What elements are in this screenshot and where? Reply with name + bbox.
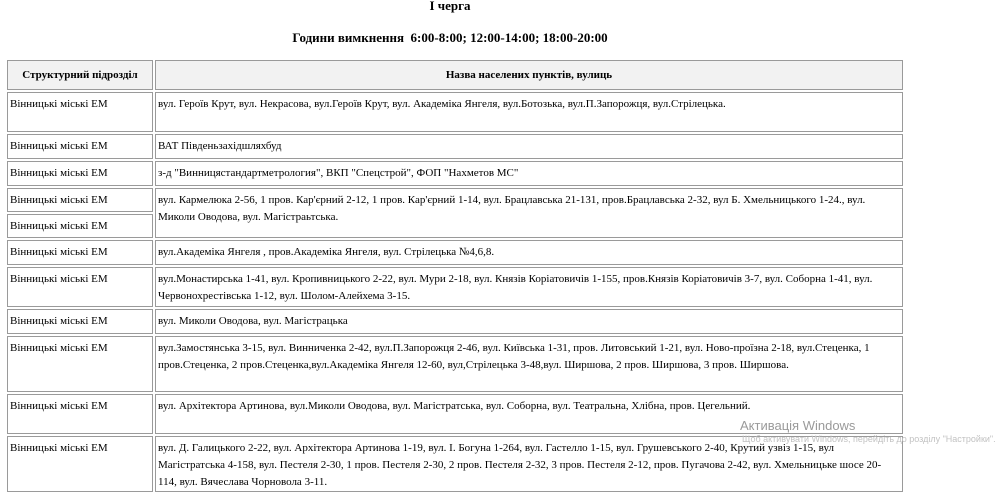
unit-cell: Вінницькі міські ЕМ — [7, 134, 153, 159]
unit-cell: Вінницькі міські ЕМ — [7, 92, 153, 132]
unit-cell: Вінницькі міські ЕМ — [7, 161, 153, 186]
streets-cell: вул.Монастирська 1-41, вул. Кропивницького 2-22, вул. Мури 2-18, вул. Князів Коріатовичів 1-155, пров.Князів Коріатовичів 3-7, вул. Соборна 1-41, вул. Червонохрестівська 1-12, вул. Шолом-Алейхема 3-15. — [155, 267, 903, 307]
hours-value: 6:00-8:00; 12:00-14:00; 18:00-20:00 — [410, 30, 608, 45]
table-row — [7, 336, 903, 392]
streets-cell: вул. Д. Галицького 2-22, вул. Архітектора Артинова 1-19, вул. І. Богуна 1-264, вул. Гастелло 1-15, вул. Грушевського 2-40, Крутий узвіз 1-15, вул Магістратська 4-158, вул. Пестеля 2-30, 1 пров. Пестеля 2-30, 2 пров. Пестеля 2-32, 3 пров. Пестеля 2-12, пров. Пугачова 2-42, вул. Хмельницьке шосе 20-114, вул. Вячеслава Чорновола 3-11. — [155, 436, 903, 492]
column-header-unit: Структурний підрозділ — [7, 60, 153, 90]
unit-cell: Вінницькі міські ЕМ — [7, 214, 153, 238]
table-row — [7, 240, 903, 265]
table-row — [7, 267, 903, 307]
table-row — [7, 134, 903, 159]
windows-activation-title: Активація Windows — [740, 418, 856, 433]
unit-cell: Вінницькі міські ЕМ — [7, 436, 153, 492]
unit-cell: Вінницькі міські ЕМ — [7, 309, 153, 334]
unit-cell: Вінницькі міські ЕМ — [7, 394, 153, 434]
streets-cell: ВАТ Південьзахідшляхбуд — [155, 134, 903, 159]
page-title: І черга — [429, 0, 471, 13]
table-row — [7, 309, 903, 334]
table-row — [7, 92, 903, 132]
streets-cell: вул. Героїв Крут, вул. Некрасова, вул.Героїв Крут, вул. Академіка Янгеля, вул.Ботозька, вул.П.Запорожця, вул.Стрілецька. — [155, 92, 903, 132]
streets-cell: вул. Миколи Оводова, вул. Магістрацька — [155, 309, 903, 334]
unit-cell: Вінницькі міські ЕМ — [7, 336, 153, 392]
streets-cell: вул. Архітектора Артинова, вул.Миколи Оводова, вул. Магістратська, вул. Соборна, вул. Театральна, Хлібна, пров. Цегельний. — [155, 394, 903, 434]
column-header-streets: Назва населених пунктів, вулиць — [155, 60, 903, 90]
streets-cell: вул. Кармелюка 2-56, 1 пров. Кар'єрний 2-12, 1 пров. Кар'єрний 1-14, вул. Брацлавська 21-131, пров.Брацлавська 2-32, вул Б. Хмельницького 1-24., вул. Миколи Оводова, вул. Магістраьтська. — [155, 188, 903, 238]
streets-cell: вул.Замостянська 3-15, вул. Винниченка 2-42, вул.П.Запорожця 2-46, вул. Київська 1-31, пров. Литовський 1-21, вул. Ново-проїзна 2-18, вул.Стеценка, 1 пров.Стеценка, 2 пров.Стеценка,вул.Академіка Янгеля 12-60, вул,Стрілецька 3-48,вул. Ширшова, 2 пров. Ширшова, 3 пров. Ширшова. — [155, 336, 903, 392]
hours-label: Години вимкнення — [292, 30, 405, 45]
streets-cell: вул.Академіка Янгеля , пров.Академіка Янгеля, вул. Стрілецька №4,6,8. — [155, 240, 903, 265]
table-header-row — [7, 60, 903, 90]
unit-cell: Вінницькі міські ЕМ — [7, 240, 153, 265]
outage-hours — [0, 30, 900, 46]
table-row — [7, 188, 903, 212]
table-row — [7, 161, 903, 186]
unit-cell: Вінницькі міські ЕМ — [7, 188, 153, 212]
windows-activation-subtitle: Щоб активувати Windows, перейдіть до розділу "Настройки". — [742, 434, 996, 444]
unit-cell: Вінницькі міські ЕМ — [7, 267, 153, 307]
table-row — [7, 436, 903, 492]
streets-cell: з-д "Винницястандартметрология", ВКП "Спецстрой", ФОП "Нахметов МС" — [155, 161, 903, 186]
